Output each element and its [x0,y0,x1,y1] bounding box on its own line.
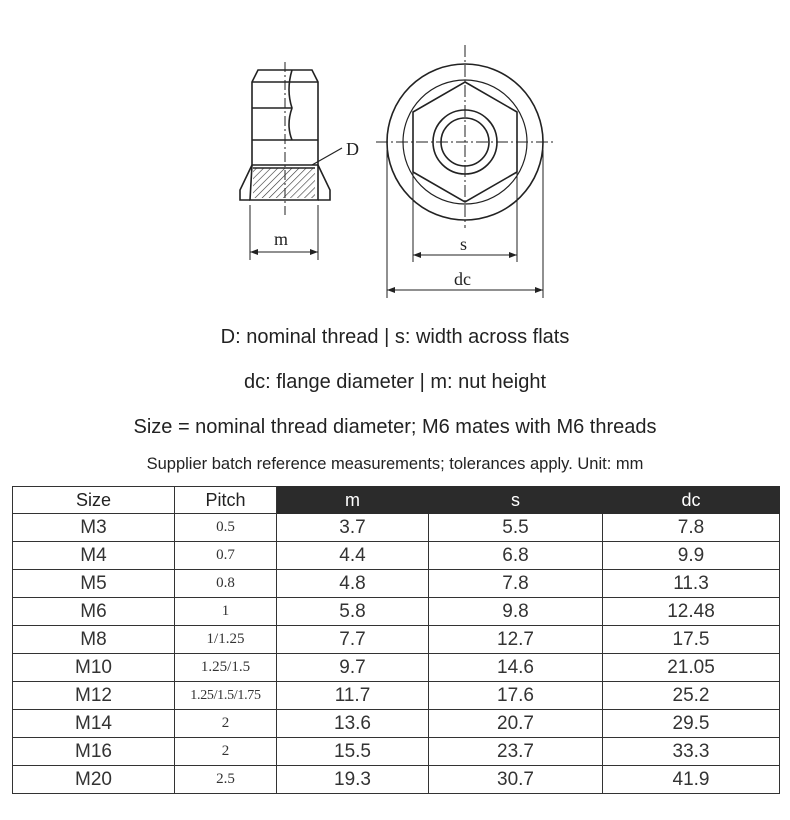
cell-pitch: 0.8 [175,570,277,598]
flange-nut-spec-table [12,486,780,794]
cell-pitch: 0.7 [175,542,277,570]
table-row [13,682,780,710]
cell-size: M4 [13,542,175,570]
cell-dc: 33.3 [603,738,780,766]
cell-pitch: 1.25/1.5 [175,654,277,682]
cell-s: 5.5 [429,514,603,542]
table-header-row [13,487,780,514]
cell-dc: 17.5 [603,626,780,654]
nut-side-view [240,62,342,260]
cell-size: M20 [13,766,175,794]
cell-pitch: 1/1.25 [175,626,277,654]
label-dc: dc [454,269,471,289]
header-m: m [277,487,429,514]
header-dc: dc [603,487,780,514]
label-d: D [346,139,359,159]
cell-dc: 21.05 [603,654,780,682]
table-row [13,598,780,626]
cell-s: 12.7 [429,626,603,654]
header-s: s [429,487,603,514]
cell-m: 4.4 [277,542,429,570]
table-row [13,570,780,598]
cell-size: M6 [13,598,175,626]
cell-s: 23.7 [429,738,603,766]
cell-m: 13.6 [277,710,429,738]
cell-m: 11.7 [277,682,429,710]
cell-pitch: 2 [175,738,277,766]
cell-s: 9.8 [429,598,603,626]
cell-m: 3.7 [277,514,429,542]
table-row [13,766,780,794]
cell-dc: 11.3 [603,570,780,598]
cell-pitch: 1 [175,598,277,626]
cell-s: 6.8 [429,542,603,570]
caption-size-note: Size = nominal thread diameter; M6 mates with M6 threads [133,416,657,438]
label-s: s [460,234,468,254]
cell-m: 5.8 [277,598,429,626]
cell-s: 17.6 [429,682,603,710]
cell-dc: 25.2 [603,682,780,710]
cell-size: M16 [13,738,175,766]
cell-dc: 29.5 [603,710,780,738]
cell-dc: 12.48 [603,598,780,626]
cell-s: 20.7 [429,710,603,738]
cell-pitch: 2.5 [175,766,277,794]
cell-m: 19.3 [277,766,429,794]
caption-units-note: Supplier batch reference measurements; tolerances apply. Unit: mm [146,455,644,473]
table-row [13,514,780,542]
label-m: m [274,229,289,249]
cell-dc: 7.8 [603,514,780,542]
table-row [13,738,780,766]
header-size: Size [13,487,175,514]
caption-flange-height: dc: flange diameter | m: nut height [243,371,547,393]
cell-m: 15.5 [277,738,429,766]
cell-size: M5 [13,570,175,598]
cell-size: M3 [13,514,175,542]
cell-s: 7.8 [429,570,603,598]
cell-m: 7.7 [277,626,429,654]
table-row [13,654,780,682]
cell-pitch: 2 [175,710,277,738]
cell-size: M8 [13,626,175,654]
cell-s: 30.7 [429,766,603,794]
cell-s: 14.6 [429,654,603,682]
table-row [13,542,780,570]
nut-top-view [376,45,555,298]
cell-m: 4.8 [277,570,429,598]
header-pitch: Pitch [175,487,277,514]
cell-m: 9.7 [277,654,429,682]
cell-size: M12 [13,682,175,710]
cell-pitch: 0.5 [175,514,277,542]
cell-size: M10 [13,654,175,682]
flange-nut-technical-drawing [0,0,790,310]
table-row [13,626,780,654]
table-row [13,710,780,738]
cell-size: M14 [13,710,175,738]
cell-pitch: 1.25/1.5/1.75 [175,682,277,710]
cell-dc: 9.9 [603,542,780,570]
cell-dc: 41.9 [603,766,780,794]
caption-thread-flats: D: nominal thread | s: width across flats [220,326,570,348]
